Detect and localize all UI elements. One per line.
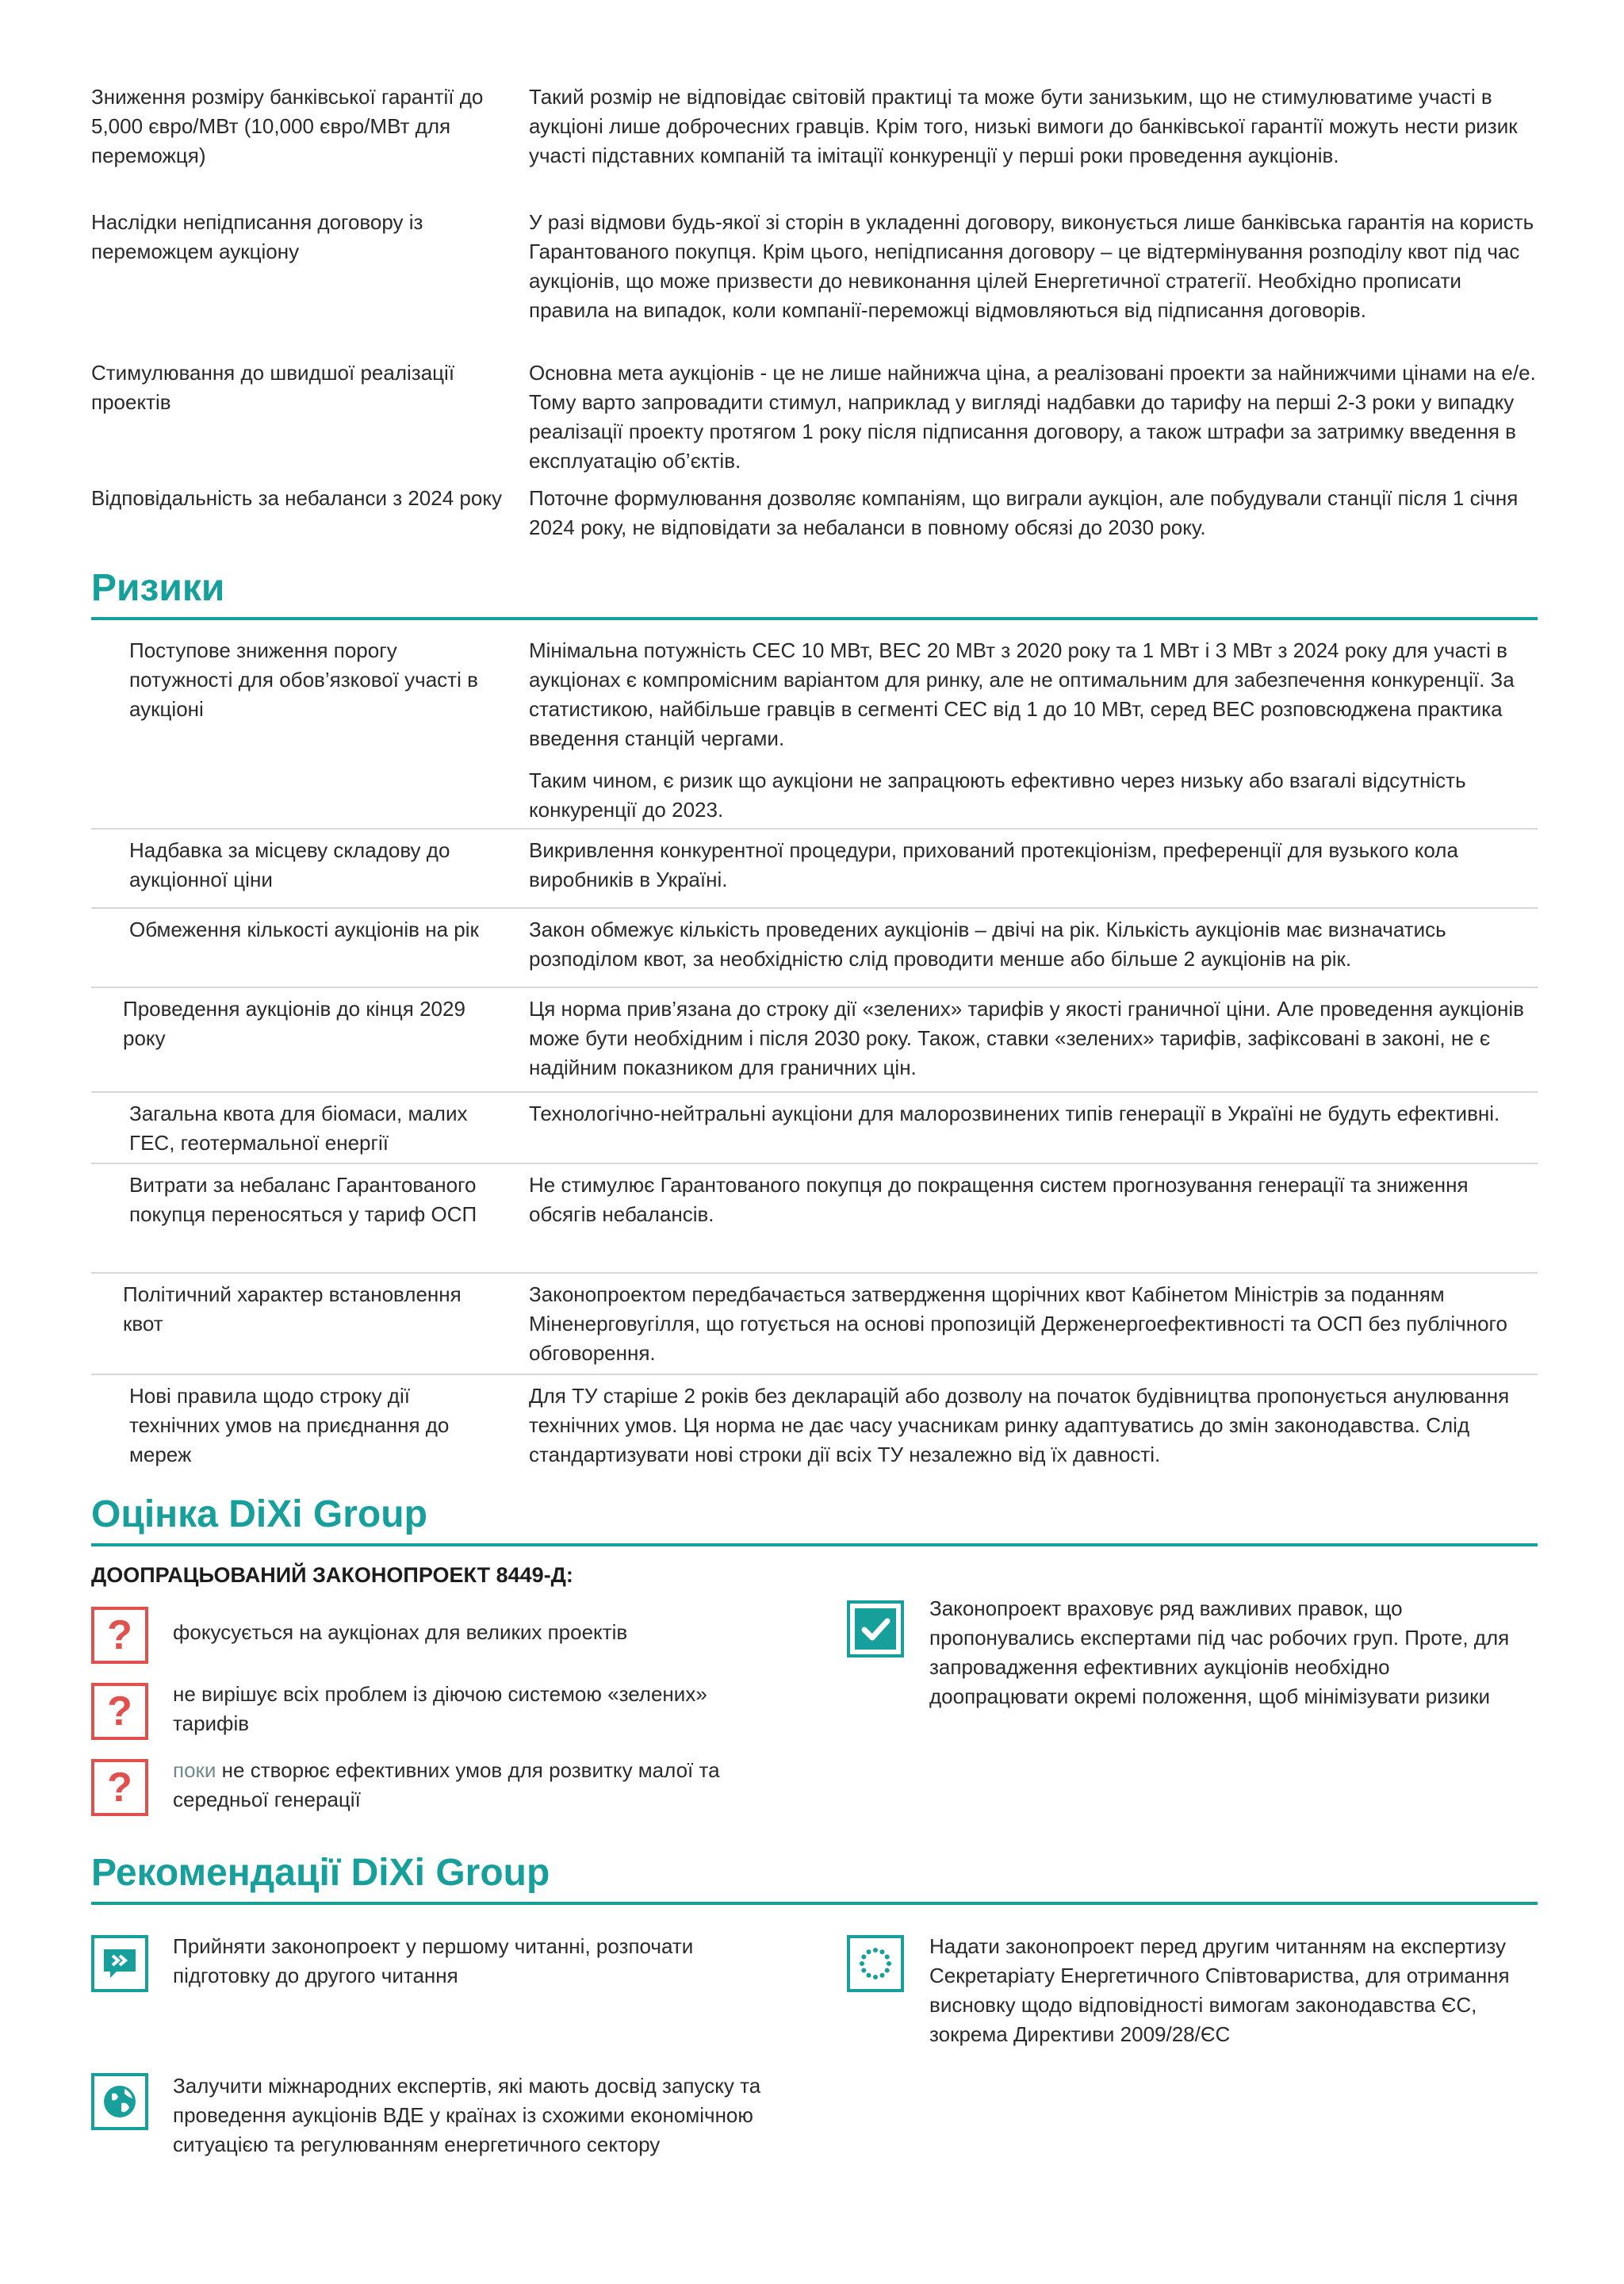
row-label: Зниження розміру банківської гарантії до 5,000 євро/МВт (10,000 євро/МВт для переможця) bbox=[91, 85, 484, 167]
row-text: Основна мета аукціонів - це не лише найнижча ціна, а реалізовані проекти за найнижчими цінами на е/е. Тому варто запровадити стимул, наприклад у вигляді надбавки до тарифу на перші 2-3 роки у випадку реалізації проекту протягом 1 року після підписання договору, а також штрафи за затримку введення в експлуатацію об’єктів. bbox=[529, 361, 1536, 473]
table-row bbox=[91, 208, 1538, 352]
row-divider bbox=[91, 1272, 1538, 1274]
row-text: Такий розмір не відповідає світовій практиці та може бути занизьким, що не стимулюватиме участі в аукціоні лише доброчесних гравців. Крім того, низькі вимоги до банківської гарантії можуть нести ризик участі підставних компаній та імітації конкуренції у перші роки проведення аукціонів. bbox=[529, 85, 1518, 167]
risk-label: Загальна квота для біомаси, малих ГЕС, геотермальної енергії bbox=[129, 1102, 468, 1155]
row-text: У разі відмови будь-якої зі сторін в укладенні договору, виконується лише банківська гарантія на користь Гарантованого покупця. Крім цього, непідписання договору – це відтермінування розподілу квот під час аукціонів, що може призвести до невиконання цілей Енергетичної стратегії. Необхідно прописати правила на випадок, коли компанії-переможці відмовляються від підписання договорів. bbox=[529, 210, 1534, 322]
risk-row bbox=[91, 994, 1538, 1086]
risk-text: Мінімальна потужність СЕС 10 МВт, ВЕС 20 МВт з 2020 року та 1 МВт і 3 МВт з 2024 року для участі в аукціонах є компромісним варіантом для ринку, але не оптимальним для забезпечення конкуренції. За статистикою, найбільше гравців в сегменті СЕС від 1 до 10 МВт, серед ВЕС розповсюджена практика введення станцій чергами. Таким чином, є ризик що аукціони не запрацюють ефективно через низьку або взагалі відсутність конкуренції до 2023. bbox=[529, 638, 1515, 822]
row-divider bbox=[91, 1374, 1538, 1375]
checkmark-icon bbox=[847, 1600, 904, 1657]
table-row bbox=[91, 484, 1538, 547]
risk-label: Надбавка за місцеву складову до аукціонної ціни bbox=[129, 838, 450, 891]
risk-text: Технологічно-нейтральні аукціони для малорозвинених типів генерації в Україні не будуть ефективні. bbox=[529, 1102, 1500, 1125]
row-label: Наслідки непідписання договору із переможцем аукціону bbox=[91, 210, 423, 263]
chat-arrows-icon bbox=[91, 1935, 148, 1992]
table-row bbox=[91, 358, 1538, 477]
risk-row bbox=[91, 1171, 1538, 1262]
assessment-positive: Законопроект враховує ряд важливих правок, що пропонувались експертами під час робочих груп. Проте, для запровадження ефективних аукціонів необхідно доопрацювати окремі положення, щоб мінімізувати ризики bbox=[929, 1596, 1510, 1708]
risk-label: Обмеження кількості аукціонів на рік bbox=[129, 918, 479, 941]
risk-text: Законопроектом передбачається затвердження щорічних квот Кабінетом Міністрів за поданням Міненерговугілля, що готується на основі пропозицій Держенергоефективності та ОСП без публічного обговорення. bbox=[529, 1282, 1507, 1365]
assessment-issue bbox=[173, 1756, 744, 1815]
risk-label: Проведення аукціонів до кінця 2029 року bbox=[123, 997, 465, 1050]
row-divider bbox=[91, 1163, 1538, 1164]
question-icon: ? bbox=[91, 1683, 148, 1740]
section-rule bbox=[91, 1543, 1538, 1546]
risk-text: Для ТУ старіше 2 років без декларацій або дозволу на початок будівництва пропонується анулювання технічних умов. Ця норма не дає часу учасникам ринку адаптуватись до змін законодавства. Слід стандартизувати нові строки дії всіх ТУ незалежно від їх давності. bbox=[529, 1384, 1510, 1466]
risk-label: Нові правила щодо строку дії технічних умов на приєднання до мереж bbox=[129, 1384, 450, 1466]
row-label: Відповідальність за небаланси з 2024 року bbox=[91, 486, 502, 510]
risk-row bbox=[91, 1280, 1538, 1371]
row-divider bbox=[91, 1091, 1538, 1093]
recommendation-item: Залучити міжнародних експертів, які мають досвід запуску та проведення аукціонів ВДЕ у країнах із схожими економічною ситуацією та регулюванням енергетичного сектору bbox=[173, 2074, 761, 2156]
risk-row bbox=[91, 1099, 1538, 1163]
section-heading-assessment: Оцінка DiXi Group bbox=[91, 1493, 427, 1535]
row-divider bbox=[91, 828, 1538, 830]
row-divider bbox=[91, 907, 1538, 909]
issue-prefix: поки bbox=[173, 1758, 216, 1782]
risk-text: Викривлення конкурентної процедури, прихований протекціонізм, преференції для вузького кола виробників в Україні. bbox=[529, 838, 1458, 891]
risk-row bbox=[91, 915, 1538, 979]
risk-row bbox=[91, 1382, 1538, 1473]
question-icon: ? bbox=[91, 1607, 148, 1664]
section-rule bbox=[91, 1902, 1538, 1905]
section-rule bbox=[91, 617, 1538, 620]
section-heading-risks: Ризики bbox=[91, 567, 225, 609]
assessment-issue: не вирішує всіх проблем із діючою системою «зелених» тарифів bbox=[173, 1682, 707, 1735]
question-icon: ? bbox=[91, 1759, 148, 1816]
risk-row bbox=[91, 636, 1538, 822]
risk-text: Закон обмежує кількість проведених аукціонів – двічі на рік. Кількість аукціонів має визначатись розподілом квот, за необхідністю слід проводити менше або більше 2 аукціонів на рік. bbox=[529, 918, 1446, 971]
risk-text: Ця норма прив’язана до строку дії «зелених» тарифів у якості граничної ціни. Але проведення аукціонів може бути необхідним і після 2030 року. Також, ставки «зелених» тарифів, зафіксовані в законі, не є надійним показником для граничних цін. bbox=[529, 997, 1524, 1079]
row-divider bbox=[91, 987, 1538, 988]
assessment-subheading: ДООПРАЦЬОВАНИЙ ЗАКОНОПРОЕКТ 8449-Д: bbox=[91, 1563, 573, 1587]
risk-label: Поступове зниження порогу потужності для обов’язкової участі в аукціоні bbox=[129, 638, 478, 721]
row-text: Поточне формулювання дозволяє компаніям, що виграли аукціон, але побудували станції після 1 січня 2024 року, не відповідати за небаланси в повному обсязі до 2030 року. bbox=[529, 486, 1519, 539]
issue-text: не створює ефективних умов для розвитку малої та середньої генерації bbox=[173, 1758, 720, 1811]
risk-row bbox=[91, 836, 1538, 899]
globe-icon bbox=[91, 2073, 148, 2130]
recommendation-item: Надати законопроект перед другим читанням на експертизу Секретаріату Енергетичного Співтовариства, для отримання висновку щодо відповідності вимогам законодавства ЄС, зокрема Директиви 2009/28/ЄС bbox=[929, 1934, 1510, 2046]
eu-stars-icon bbox=[847, 1935, 904, 1992]
risk-label: Політичний характер встановлення квот bbox=[123, 1282, 462, 1336]
section-heading-recommendations: Рекомендації DiXi Group bbox=[91, 1852, 550, 1894]
row-label: Стимулювання до швидшої реалізації проектів bbox=[91, 361, 455, 414]
table-row bbox=[91, 82, 1538, 201]
assessment-issue: фокусується на аукціонах для великих проектів bbox=[173, 1620, 628, 1644]
recommendation-item: Прийняти законопроект у першому читанні, розпочати підготовку до другого читання bbox=[173, 1934, 694, 1987]
risk-text: Не стимулює Гарантованого покупця до покращення систем прогнозування генерації та зниження обсягів небалансів. bbox=[529, 1173, 1469, 1226]
risk-label: Витрати за небаланс Гарантованого покупця переносяться у тариф ОСП bbox=[129, 1173, 477, 1226]
